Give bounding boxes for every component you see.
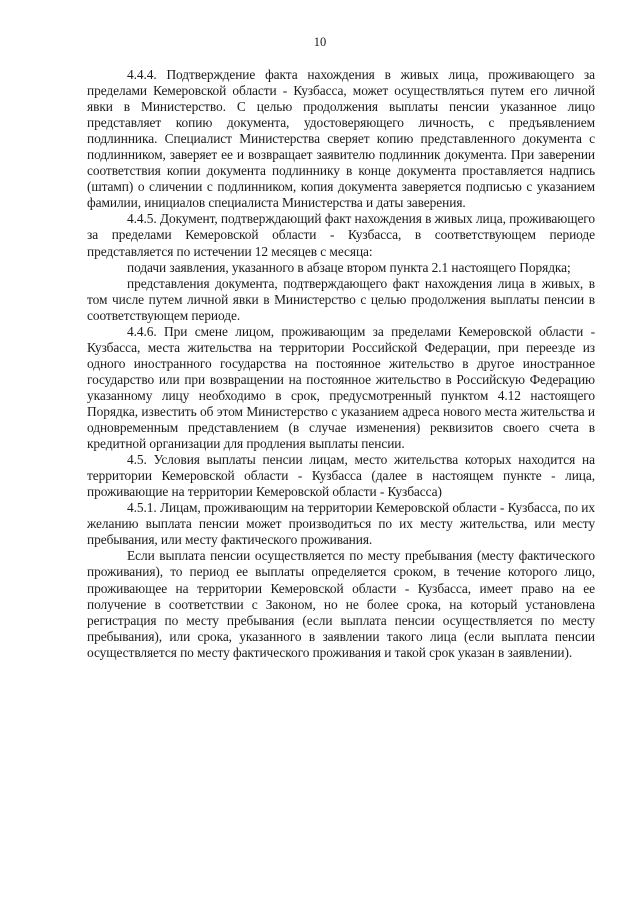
paragraph-4-4-5-item-document: представления документа, подтверждающего факт нахождения лица в живых, в том числе путем личной явки в Министерство с целью продолжения выплаты пенсии в соответствующем периоде. [87,275,595,323]
paragraph-4-5-1-continuation: Если выплата пенсии осуществляется по месту пребывания (месту фактического проживания), то период ее выплаты определяется сроком, в течение которого лицо, проживающее на территории Кемеровской области - Кузбасса, имеет право на ее получение в соответствии с Законом, но не более срока, на который установлена регистрация по месту пребывания (если выплата пенсии осуществляется по месту пребывания), или срока, указанного в заявлении такого лица (если выплата пенсии осуществляется по месту фактического проживания и такой срок указан в заявлении). [87,548,595,660]
paragraph-4-4-5-item-application: подачи заявления, указанного в абзаце втором пункта 2.1 настоящего Порядка; [127,259,571,275]
paragraph-4-4-6: 4.4.6. При смене лицом, проживающим за пределами Кемеровской области - Кузбасса, места жительства на территории Российской Федерации, при переезде из одного иностранного государства на постоянное жительство в другое иностранное государство или при возвращении на постоянное жительство в Российскую Федерацию указанному лицу необходимо в срок, предусмотренный пунктом 4.12 настоящего Порядка, известить об этом Министерство с указанием адреса нового места жительства и одновременным представлением (в случае изменения) реквизитов своего счета в кредитной организации для продления выплаты пенсии. [87,323,595,452]
page-number: 10 [313,35,327,49]
paragraph-4-5: 4.5. Условия выплаты пенсии лицам, место жительства которых находится на территории Кемеровской области - Кузбасса (далее в настоящем пункте - лица, проживающие на территории Кемеровской области - Кузбасса) [87,452,595,500]
paragraph-4-5-1: 4.5.1. Лицам, проживающим на территории Кемеровской области - Кузбасса, по их желанию выплата пенсии может производиться по их месту жительства, или месту пребывания, или месту фактического проживания. [87,500,595,548]
document-body [87,67,595,661]
paragraph-4-4-4: 4.4.4. Подтверждение факта нахождения в живых лица, проживающего за пределами Кемеровской области - Кузбасса, может осуществляться путем его личной явки в Министерство. С целью продолжения выплаты пенсии указанное лицо представляет копию документа, удостоверяющего личность, с предъявлением подлинника. Специалист Министерства сверяет копию представленного документа с подлинником, заверяет ее и возвращает заявителю подлинник документа. При заверении соответствия копии документа подлиннику в конце документа проставляется надпись (штамп) о сличении с подлинником, копия документа заверяется подписью с указанием фамилии, инициалов специалиста Министерства и даты заверения. [87,67,595,211]
paragraph-4-4-5: 4.4.5. Документ, подтверждающий факт нахождения в живых лица, проживающего за пределами Кемеровской области - Кузбасса, в соответствующем периоде представляется по истечении 12 месяцев с месяца: [87,211,595,259]
